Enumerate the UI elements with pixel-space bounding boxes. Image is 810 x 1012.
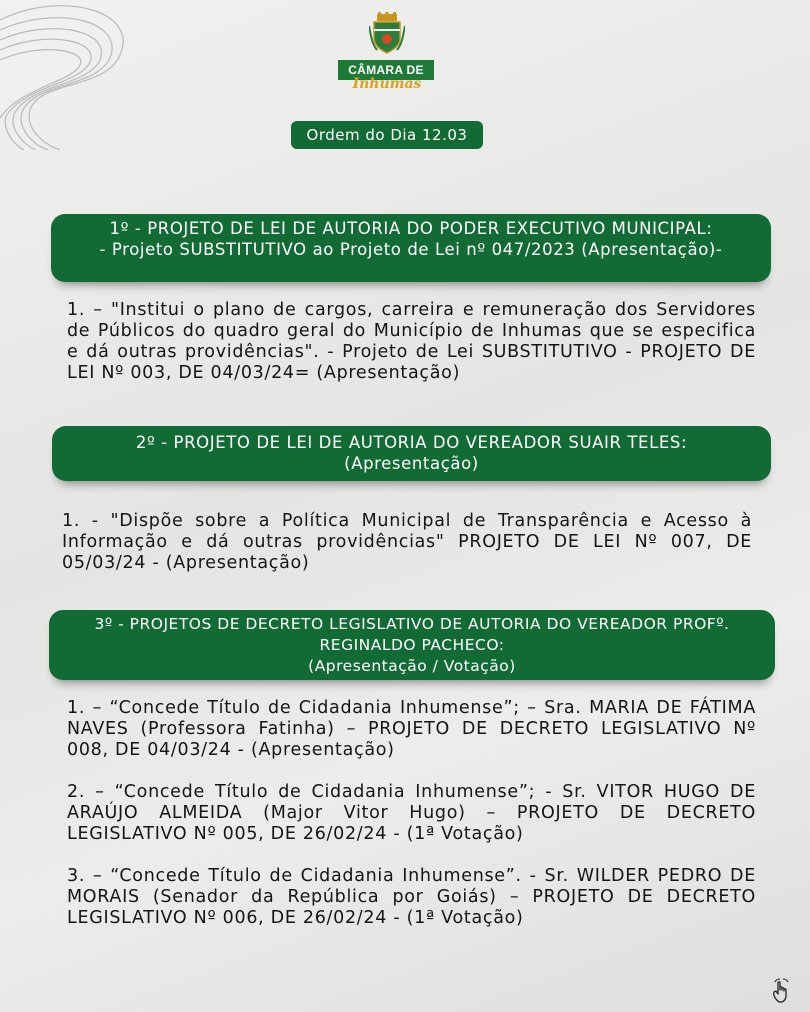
order-of-day-badge: Ordem do Dia 12.03	[291, 121, 483, 149]
camara-logo	[335, 10, 439, 92]
section-2-heading	[52, 426, 771, 481]
section-heading-line: (Apresentação / Votação)	[308, 657, 516, 675]
section-heading-line: 1º - PROJETO DE LEI DE AUTORIA DO PODER EXECUTIVO MUNICIPAL:	[109, 219, 713, 238]
section-heading-line: (Apresentação)	[344, 454, 479, 473]
section-1-heading	[51, 214, 771, 282]
section-heading-line: - Projeto SUBSTITUTIVO ao Projeto de Lei nº 047/2023 (Apresentação)-	[99, 240, 723, 259]
section-3-item-3: 3. – “Concede Título de Cidadania Inhumense”. - Sr. WILDER PEDRO DE MORAIS (Senador da República por Goiás) – PROJETO DE DECRETO LEGISLATIVO Nº 006, DE 26/02/24 - (1ª Votação)	[67, 866, 756, 928]
section-2-item-1: 1. - "Dispõe sobre a Política Municipal de Transparência e Acesso à Informação e dá outras providências" PROJETO DE LEI Nº 007, DE 05/03/24 - (Apresentação)	[62, 511, 752, 573]
logo-plate-text: CÂMARA DE	[338, 60, 434, 80]
section-heading-line: 3º - PROJETOS DE DECRETO LEGISLATIVO DE AUTORIA DO VEREADOR PROFº.	[94, 615, 730, 633]
section-heading-line: REGINALDO PACHECO:	[319, 636, 505, 654]
section-3-item-2: 2. – “Concede Título de Cidadania Inhumense”; - Sr. VITOR HUGO DE ARAÚJO ALMEIDA (Major Vitor Hugo) – PROJETO DE DECRETO LEGISLATIVO Nº 005, DE 26/02/24 - (1ª Votação)	[67, 782, 756, 844]
section-heading-line: 2º - PROJETO DE LEI DE AUTORIA DO VEREADOR SUAIR TELES:	[135, 433, 688, 452]
decorative-swirl	[0, 0, 140, 150]
coat-of-arms-icon	[369, 12, 405, 56]
swipe-hand-icon	[770, 978, 794, 1004]
logo-script-text: Inhumas	[352, 76, 422, 92]
section-3-heading	[49, 610, 775, 680]
section-3-item-1: 1. – “Concede Título de Cidadania Inhumense”; – Sra. MARIA DE FÁTIMA NAVES (Professora Fatinha) – PROJETO DE DECRETO LEGISLATIVO Nº 008, DE 04/03/24 - (Apresentação)	[67, 698, 756, 760]
section-1-item-1: 1. – "Institui o plano de cargos, carreira e remuneração dos Servidores de Públicos do quadro geral do Município de Inhumas que se especifica e dá outras providências". - Projeto de Lei SUBSTITUTIVO - PROJETO DE LEI Nº 003, DE 04/03/24= (Apresentação)	[67, 300, 756, 383]
